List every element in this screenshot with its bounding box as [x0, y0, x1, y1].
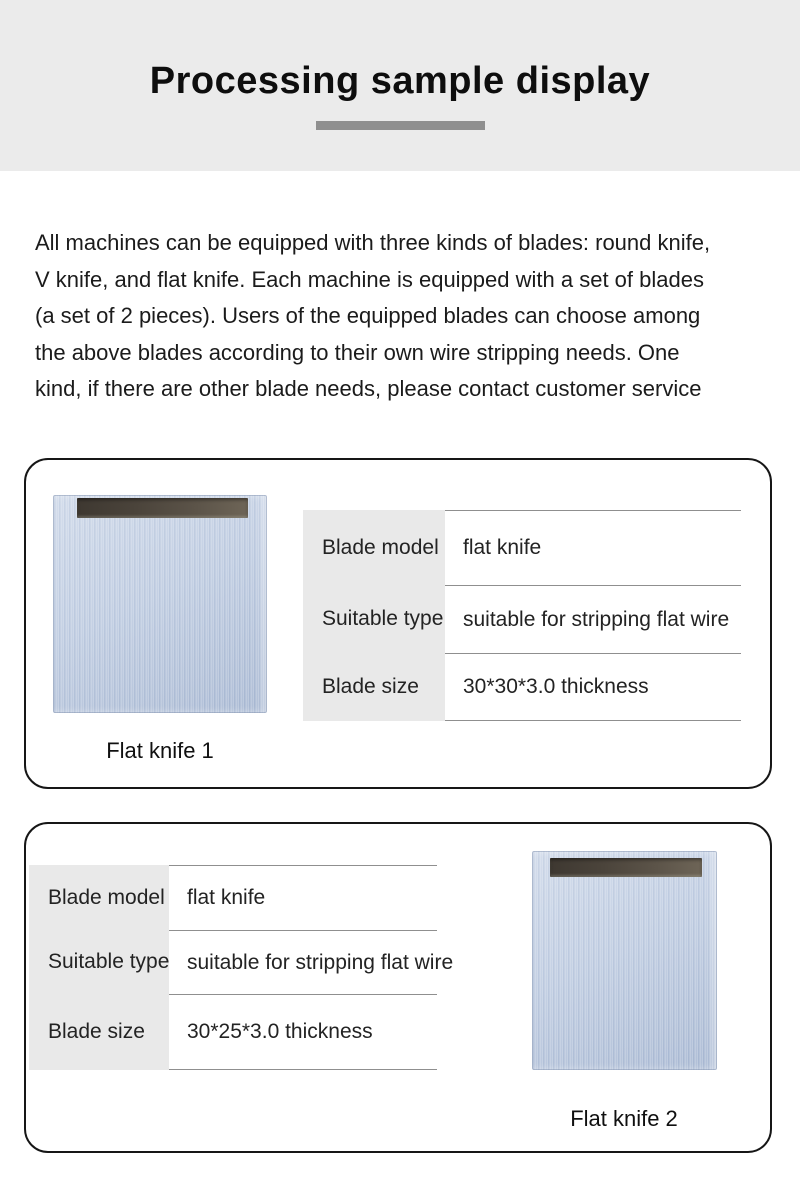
spec-value-blade-model: flat knife — [445, 510, 741, 585]
spec-label-blade-size: Blade size — [303, 653, 445, 721]
spec-label-blade-model: Blade model — [29, 865, 169, 930]
spec-value-suitable-type: suitable for stripping flat wire — [445, 585, 741, 653]
flat-knife-2-photo — [532, 851, 717, 1070]
flat-knife-1-card — [24, 458, 772, 789]
spec-table-2 — [29, 865, 454, 1070]
flat-knife-1-photo — [53, 495, 267, 713]
intro-line: All machines can be equipped with three kinds of blades: round knife, — [35, 230, 711, 255]
intro-line: kind, if there are other blade needs, please contact customer service — [35, 376, 702, 401]
intro-line: (a set of 2 pieces). Users of the equipped blades can choose among — [35, 303, 701, 328]
page-title: Processing sample display — [149, 60, 651, 102]
spec-value-blade-size: 30*25*3.0 thickness — [169, 994, 437, 1070]
spec-label-suitable-type: Suitable type — [29, 930, 169, 994]
spec-table-1 — [303, 510, 741, 721]
flat-knife-2-caption: Flat knife 2 — [570, 1106, 678, 1131]
flat-knife-1-caption: Flat knife 1 — [106, 738, 214, 763]
flat-knife-2-card — [24, 822, 772, 1153]
intro-paragraph — [35, 225, 795, 408]
blade-slot-notch — [550, 858, 702, 877]
spec-label-blade-model: Blade model — [303, 510, 445, 585]
title-underline-bar — [316, 121, 485, 130]
intro-line: V knife, and flat knife. Each machine is equipped with a set of blades — [35, 266, 704, 292]
intro-line: the above blades according to their own wire stripping needs. One — [35, 339, 680, 365]
spec-value-blade-size: 30*30*3.0 thickness — [445, 653, 741, 721]
blade-slot-notch — [77, 498, 248, 518]
spec-label-suitable-type: Suitable type — [303, 585, 445, 653]
page-header — [0, 0, 800, 171]
spec-label-blade-size: Blade size — [29, 994, 169, 1070]
spec-value-blade-model: flat knife — [169, 865, 437, 930]
spec-value-suitable-type: suitable for stripping flat wire — [169, 930, 437, 994]
